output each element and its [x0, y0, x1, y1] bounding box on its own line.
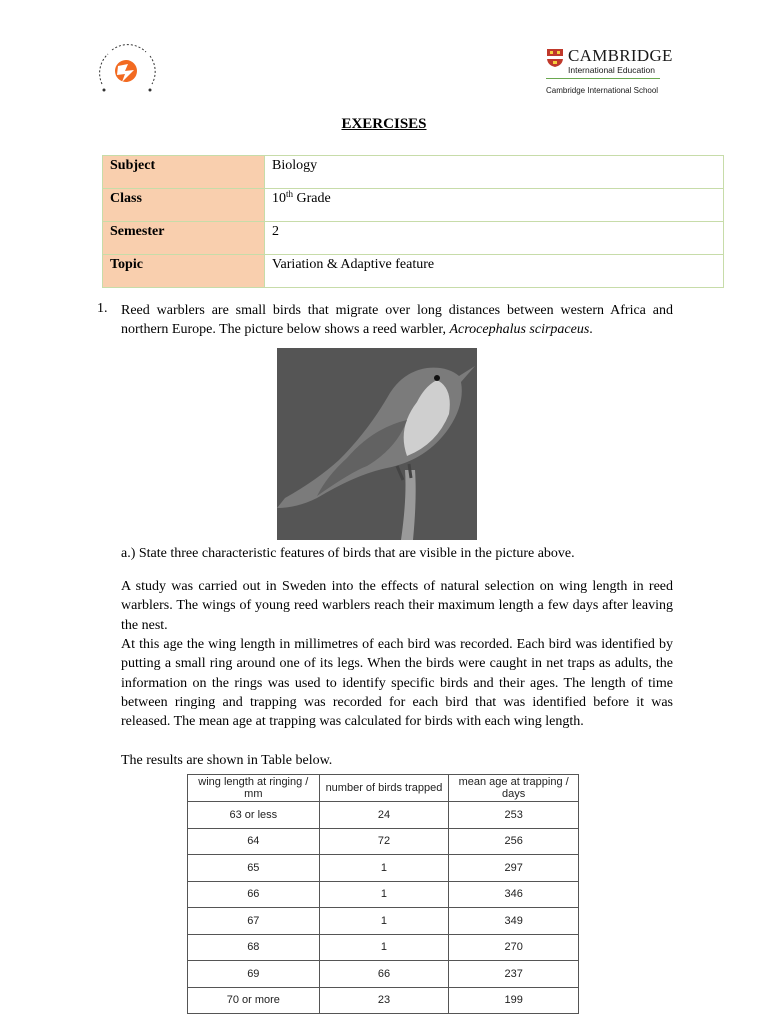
table-row	[188, 908, 579, 935]
column-header: number of birds trapped	[319, 775, 449, 802]
cambridge-crest-icon	[546, 48, 564, 68]
info-value: Variation & Adaptive feature	[265, 255, 724, 288]
bird-icon	[277, 348, 477, 540]
info-row-class	[103, 189, 724, 222]
class-suffix: th	[286, 189, 294, 199]
table-row	[188, 881, 579, 908]
table-cell: 1	[319, 881, 449, 908]
table-cell: 297	[449, 855, 579, 882]
page-title: EXERCISES	[341, 116, 427, 132]
class-number: 10	[272, 191, 286, 206]
study-paragraph-2: At this age the wing length in millimetres of each bird was recorded. Each bird was identified by putting a small ring around one of its legs. When the birds were caught in net traps as adults, the information on the rings was used to identify specific birds and their ages. The length of time between ringing and trapping was recorded for each bird that was identified before it was released. The mean age at trapping was calculated for birds with each wing length.	[121, 637, 673, 730]
table-cell: 1	[319, 908, 449, 935]
table-row	[188, 855, 579, 882]
table-row	[188, 987, 579, 1014]
table-cell: 199	[449, 987, 579, 1014]
reed-warbler-photo	[277, 348, 477, 540]
cambridge-school: Cambridge International School	[546, 86, 659, 95]
table-cell: 68	[188, 934, 320, 961]
info-table	[102, 155, 724, 288]
table-cell: 63 or less	[188, 802, 320, 829]
table-cell: 346	[449, 881, 579, 908]
study-paragraph-1: A study was carried out in Sweden into the effects of natural selection on wing length in reed warblers. The wings of young reed warblers reach their maximum length a few days after leaving the nest.	[121, 579, 673, 633]
class-grade: Grade	[293, 191, 331, 206]
table-row	[188, 802, 579, 829]
table-row	[188, 828, 579, 855]
table-cell: 67	[188, 908, 320, 935]
column-header: wing length at ringing / mm	[188, 775, 320, 802]
info-row-subject	[103, 156, 724, 189]
table-cell: 349	[449, 908, 579, 935]
table-row	[188, 961, 579, 988]
intro-text: Reed warblers are small birds that migrate over long distances between western Africa and northern Europe. The picture below shows a reed warbler,	[121, 303, 673, 338]
table-cell: 1	[319, 934, 449, 961]
school-logo-icon	[94, 44, 164, 100]
info-value: Biology	[265, 156, 724, 189]
question-number: 1.	[97, 301, 108, 316]
column-header: mean age at trapping / days	[449, 775, 579, 802]
info-value	[265, 189, 724, 222]
table-cell: 72	[319, 828, 449, 855]
table-cell: 70 or more	[188, 987, 320, 1014]
info-row-topic	[103, 255, 724, 288]
table-cell: 237	[449, 961, 579, 988]
cambridge-divider	[546, 78, 660, 79]
table-cell: 23	[319, 987, 449, 1014]
table-cell: 66	[319, 961, 449, 988]
intro-end: .	[589, 322, 593, 338]
results-header-row	[188, 775, 579, 802]
table-cell: 66	[188, 881, 320, 908]
cambridge-logo	[546, 46, 686, 100]
cambridge-name: CAMBRIDGE	[568, 46, 673, 65]
question-intro	[121, 301, 673, 340]
species-name: Acrocephalus scirpaceus	[449, 322, 590, 338]
cambridge-subtitle: International Education	[568, 65, 655, 75]
table-cell: 69	[188, 961, 320, 988]
table-cell: 253	[449, 802, 579, 829]
info-label: Subject	[103, 156, 265, 189]
table-cell: 64	[188, 828, 320, 855]
table-cell: 270	[449, 934, 579, 961]
results-table	[187, 774, 579, 1014]
info-row-semester	[103, 222, 724, 255]
info-label: Topic	[103, 255, 265, 288]
info-label: Semester	[103, 222, 265, 255]
info-label: Class	[103, 189, 265, 222]
table-cell: 24	[319, 802, 449, 829]
info-value: 2	[265, 222, 724, 255]
table-row	[188, 934, 579, 961]
table-cell: 256	[449, 828, 579, 855]
table-cell: 65	[188, 855, 320, 882]
school-logo	[94, 44, 164, 100]
question-part-a: a.) State three characteristic features of birds that are visible in the picture above.	[121, 546, 575, 561]
study-paragraph-3: The results are shown in Table below.	[121, 753, 333, 768]
table-cell: 1	[319, 855, 449, 882]
